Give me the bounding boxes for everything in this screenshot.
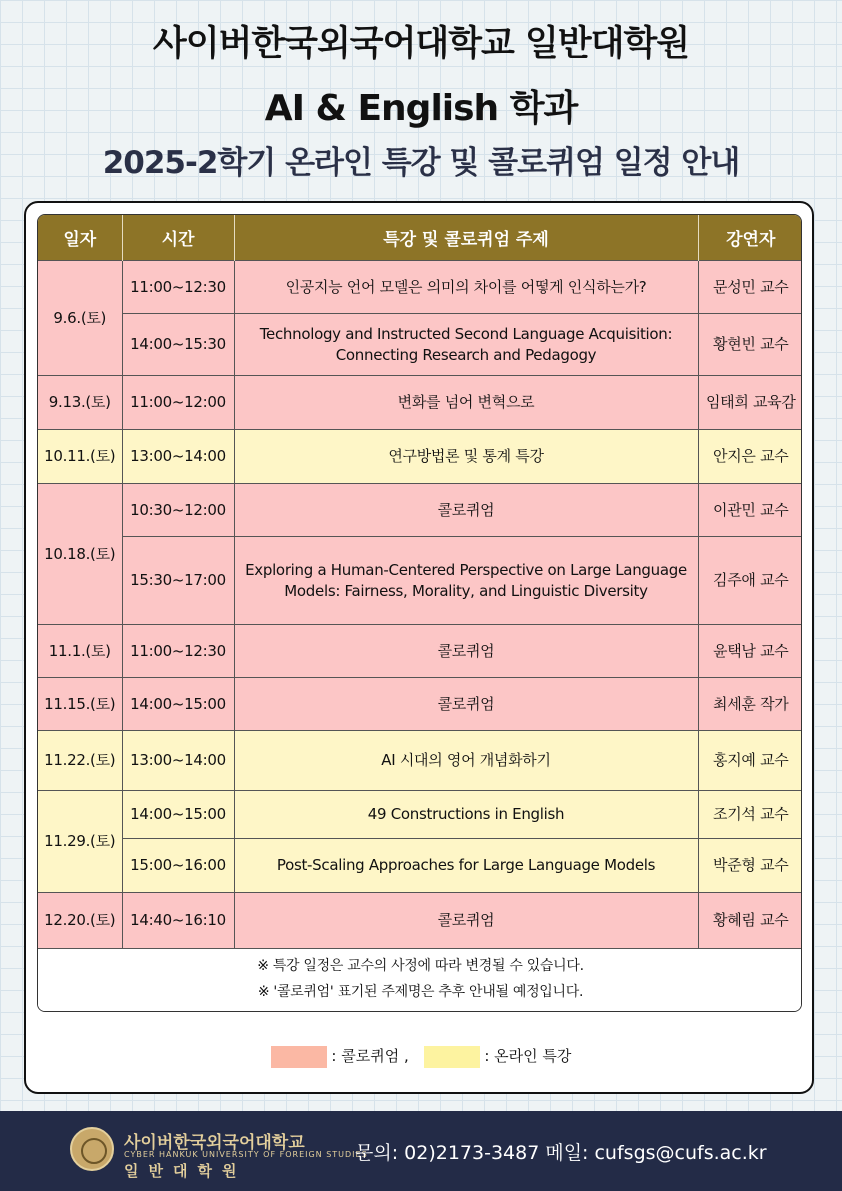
topic-cell: 콜로퀴엄	[234, 625, 698, 678]
legend-label-colloquium: : 콜로퀴엄 ,	[331, 1047, 409, 1065]
time-cell: 14:00~15:00	[122, 791, 234, 839]
time-cell: 14:00~15:30	[122, 314, 234, 376]
note-schedule-change: ※ 특강 일정은 교수의 사정에 따라 변경될 수 있습니다.	[257, 958, 584, 974]
date-cell: 11.22.(토)	[38, 731, 122, 791]
table-row	[38, 430, 802, 484]
title-department: AI & English 학과	[264, 88, 578, 129]
footer	[0, 1111, 842, 1191]
table-row	[38, 678, 802, 731]
topic-cell: Post-Scaling Approaches for Large Language Models	[234, 839, 698, 893]
topic-cell: Technology and Instructed Second Language Acquisition: Connecting Research and Pedagogy	[234, 314, 698, 376]
table-row	[38, 791, 802, 839]
date-cell: 12.20.(토)	[38, 893, 122, 949]
speaker-cell: 홍지예 교수	[698, 731, 802, 791]
table-row	[38, 314, 802, 376]
table-row	[38, 376, 802, 430]
header-topic: 특강 및 콜로퀴엄 주제	[234, 215, 698, 261]
footer-university-name: 사이버한국외국어대학교	[124, 1133, 305, 1153]
legend-swatch-online	[424, 1046, 480, 1068]
date-cell: 11.1.(토)	[38, 625, 122, 678]
speaker-cell: 임태희 교육감	[698, 376, 802, 430]
date-cell: 11.15.(토)	[38, 678, 122, 731]
topic-cell: 변화를 넘어 변혁으로	[234, 376, 698, 430]
topic-cell: 인공지능 언어 모델은 의미의 차이를 어떻게 인식하는가?	[234, 261, 698, 314]
footer-contact: 문의: 02)2173-3487 메일: cufsgs@cufs.ac.kr	[355, 1142, 767, 1164]
legend-swatch-colloquium	[271, 1046, 327, 1068]
topic-cell: Exploring a Human-Centered Perspective on Large Language Models: Fairness, Morality, and Linguistic Diversity	[234, 537, 698, 625]
footer-graduate-school: 일반대학원	[124, 1162, 247, 1180]
table-row	[38, 484, 802, 537]
table-row	[38, 261, 802, 314]
topic-cell: 49 Constructions in English	[234, 791, 698, 839]
title-schedule: 2025-2학기 온라인 특강 및 콜로퀴엄 일정 안내	[102, 145, 740, 181]
time-cell: 13:00~14:00	[122, 731, 234, 791]
table-row	[38, 537, 802, 625]
speaker-cell: 윤택남 교수	[698, 625, 802, 678]
table-row	[38, 839, 802, 893]
header-speaker: 강연자	[698, 215, 802, 261]
header-date: 일자	[38, 215, 122, 261]
time-cell: 15:00~16:00	[122, 839, 234, 893]
time-cell: 11:00~12:30	[122, 625, 234, 678]
university-emblem-icon	[70, 1127, 114, 1171]
date-cell: 11.29.(토)	[38, 791, 122, 893]
speaker-cell: 최세훈 작가	[698, 678, 802, 731]
time-cell: 15:30~17:00	[122, 537, 234, 625]
topic-cell: 콜로퀴엄	[234, 893, 698, 949]
speaker-cell: 안지은 교수	[698, 430, 802, 484]
title-university: 사이버한국외국어대학교 일반대학원	[152, 24, 690, 64]
speaker-cell: 박준형 교수	[698, 839, 802, 893]
notes-cell	[38, 949, 802, 1012]
footer-university-english: CYBER HANKUK UNIVERSITY OF FOREIGN STUDIES	[124, 1150, 368, 1159]
speaker-cell: 문성민 교수	[698, 261, 802, 314]
date-cell: 10.18.(토)	[38, 484, 122, 625]
schedule-table	[37, 214, 802, 1012]
table-header-row	[38, 215, 802, 261]
time-cell: 14:00~15:00	[122, 678, 234, 731]
speaker-cell: 황혜림 교수	[698, 893, 802, 949]
header-time: 시간	[122, 215, 234, 261]
legend-label-online: : 온라인 특강	[484, 1047, 572, 1065]
date-cell: 9.6.(토)	[38, 261, 122, 376]
speaker-cell: 이관민 교수	[698, 484, 802, 537]
speaker-cell: 조기석 교수	[698, 791, 802, 839]
time-cell: 10:30~12:00	[122, 484, 234, 537]
speaker-cell: 김주애 교수	[698, 537, 802, 625]
topic-cell: 연구방법론 및 통계 특강	[234, 430, 698, 484]
note-colloquium-topics: ※ '콜로퀴엄' 표기된 주제명은 추후 안내될 예정입니다.	[257, 984, 584, 1000]
table-row	[38, 731, 802, 791]
topic-cell: AI 시대의 영어 개념화하기	[234, 731, 698, 791]
topic-cell: 콜로퀴엄	[234, 678, 698, 731]
table-row	[38, 625, 802, 678]
date-cell: 9.13.(토)	[38, 376, 122, 430]
date-cell: 10.11.(토)	[38, 430, 122, 484]
speaker-cell: 황현빈 교수	[698, 314, 802, 376]
time-cell: 11:00~12:30	[122, 261, 234, 314]
time-cell: 11:00~12:00	[122, 376, 234, 430]
time-cell: 14:40~16:10	[122, 893, 234, 949]
topic-cell: 콜로퀴엄	[234, 484, 698, 537]
time-cell: 13:00~14:00	[122, 430, 234, 484]
legend	[0, 1045, 842, 1068]
table-row	[38, 893, 802, 949]
notes-row	[38, 949, 802, 1012]
